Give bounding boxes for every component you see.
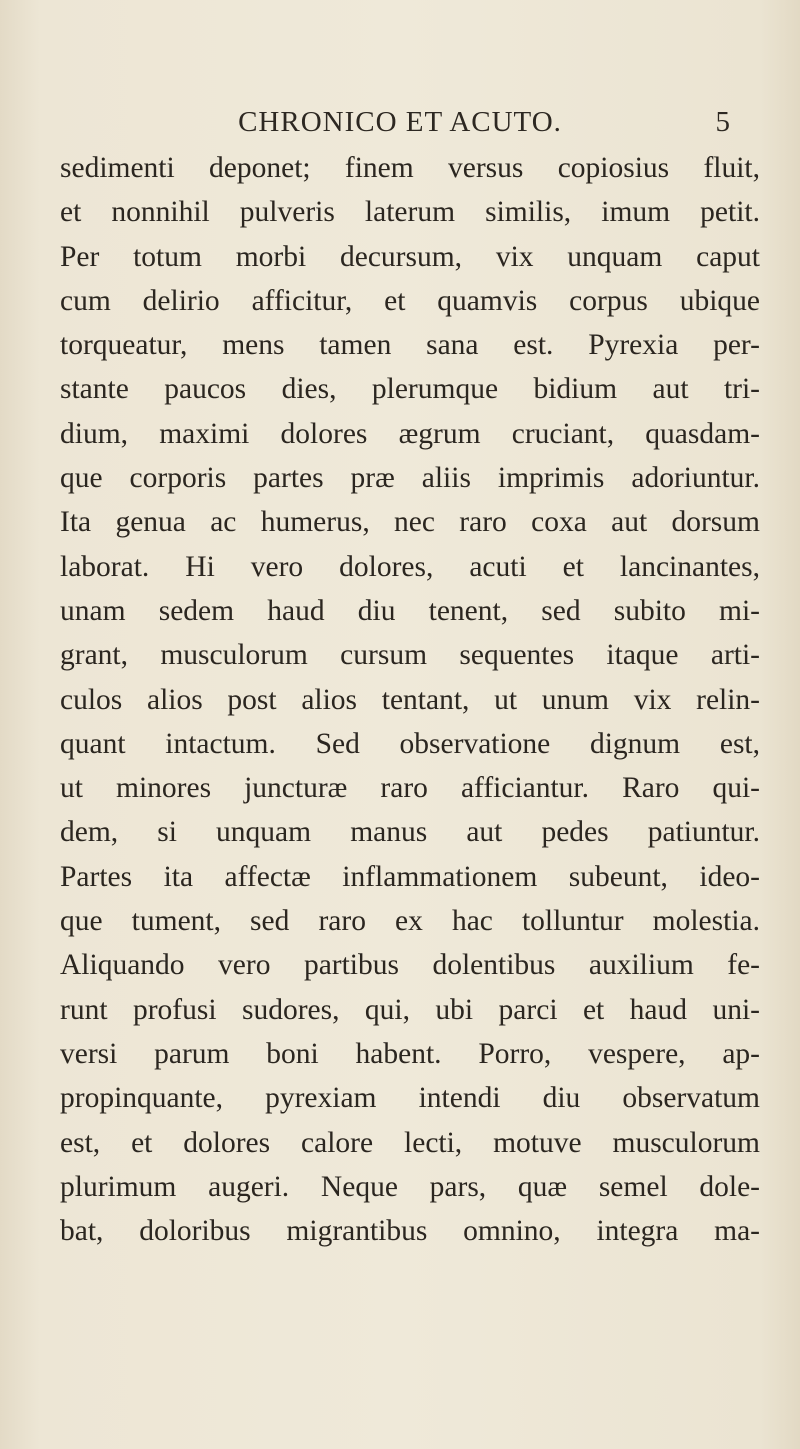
text-line: Aliquando vero partibus dolentibus auxilium fe- [60,949,760,982]
text-line: Ita genua ac humerus, nec raro coxa aut dorsum [60,506,760,539]
text-line: dium, maximi dolores ægrum cruciant, quasdam- [60,417,760,450]
text-line: unam sedem haud diu tenent, sed subito mi- [60,594,760,627]
text-line: stante paucos dies, plerumque bidium aut tri- [60,373,760,406]
text-line: Per totum morbi decursum, vix unquam caput [60,240,760,273]
text-line: sedimenti deponet; finem versus copiosius fluit, [60,152,760,184]
text-line: plurimum augeri. Neque pars, quæ semel dole- [60,1170,760,1203]
text-line: laborat. Hi vero dolores, acuti et lancinantes, [60,550,760,583]
text-line: et nonnihil pulveris laterum similis, imum petit. [60,196,760,229]
text-line: quant intactum. Sed observatione dignum est, [60,727,760,760]
text-line: est, et dolores calore lecti, motuve musculorum [60,1126,760,1159]
page-number: 5 [715,106,730,138]
text-line: runt profusi sudores, qui, ubi parci et haud uni- [60,993,760,1026]
running-title: CHRONICO ET ACUTO. [238,106,562,138]
text-line: Partes ita affectæ inflammationem subeunt, ideo- [60,860,760,893]
text-line: cum delirio afficitur, et quamvis corpus ubique [60,284,760,317]
text-line: propinquante, pyrexiam intendi diu observatum [60,1082,760,1115]
text-line: versi parum boni habent. Porro, vespere, ap- [60,1037,760,1070]
text-line: ut minores juncturæ raro afficiantur. Raro qui- [60,772,760,805]
text-line: culos alios post alios tentant, ut unum vix relin- [60,683,760,716]
text-line: que corporis partes præ aliis imprimis adoriuntur. [60,462,760,495]
running-head [60,106,740,146]
text-line: grant, musculorum cursum sequentes itaque arti- [60,639,760,672]
text-line: que tument, sed raro ex hac tolluntur molestia. [60,905,760,938]
text-line: dem, si unquam manus aut pedes patiuntur. [60,816,760,849]
body-text [60,146,760,1253]
text-line: bat, doloribus migrantibus omnino, integra ma- [60,1215,760,1248]
text-line: torqueatur, mens tamen sana est. Pyrexia per- [60,329,760,362]
